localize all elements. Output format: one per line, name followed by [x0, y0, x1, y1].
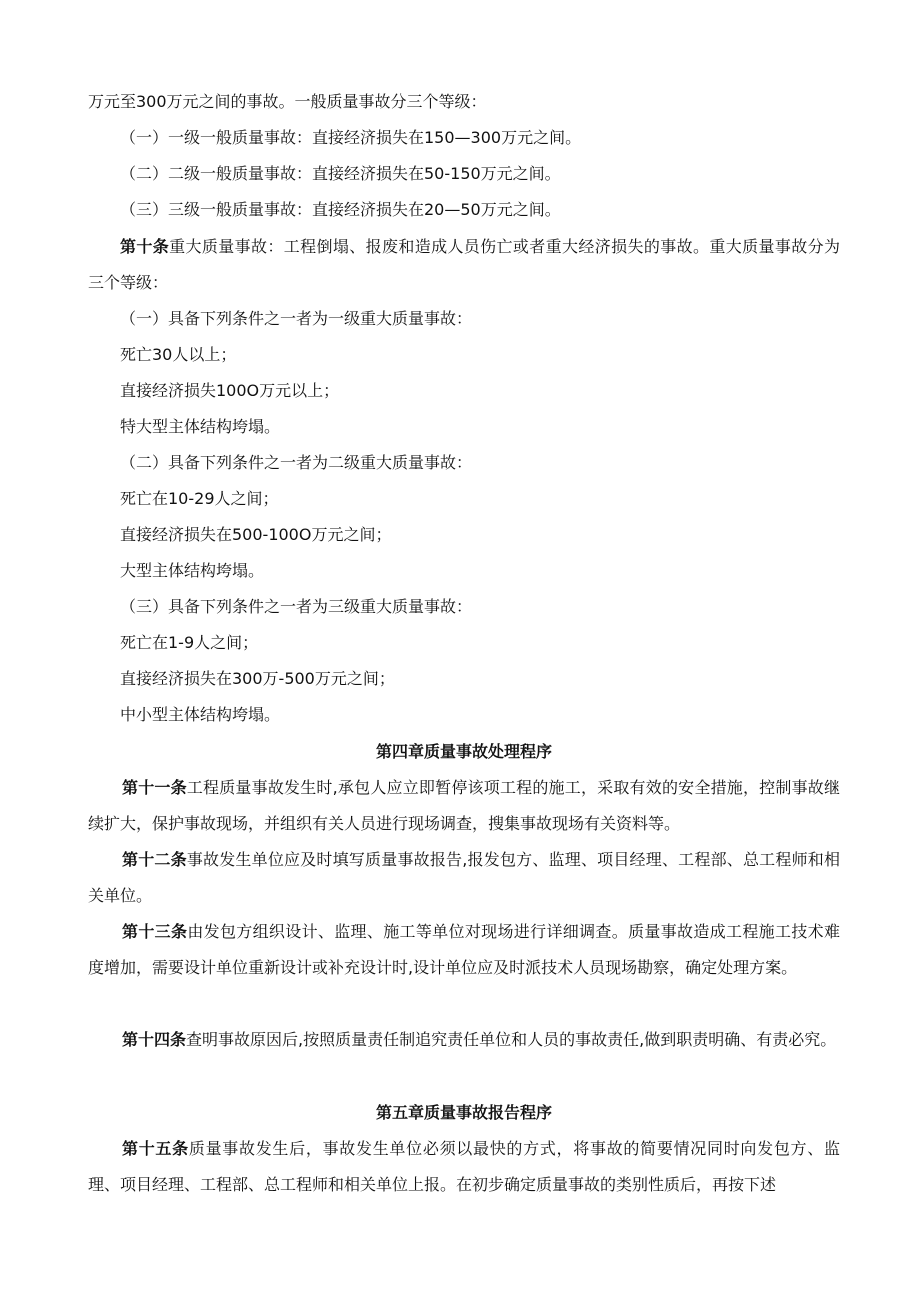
article-text: 重大质量事故：工程倒塌、报废和造成人员伤亡或者重大经济损失的事故。重大质量事故分为三个等级：	[88, 237, 840, 292]
article-10	[88, 229, 840, 301]
article-text: 事故发生单位应及时填写质量事故报告,报发包方、监理、项目经理、工程部、总工程师和相关单位。	[88, 850, 840, 905]
article-label: 第十条	[120, 237, 170, 256]
chapter-5-title: 第五章质量事故报告程序	[375, 1103, 552, 1122]
list-item-general-grade-1: （一）一级一般质量事故：直接经济损失在150—300万元之间。	[120, 128, 582, 147]
article-text: 查明事故原因后,按照质量责任制追究责任单位和人员的事故责任,做到职责明确、有责必究。	[186, 1030, 837, 1049]
condition-item: 特大型主体结构垮塌。	[120, 417, 281, 436]
condition-item: 死亡在10-29人之间；	[120, 489, 279, 508]
list-item-major-grade-2: （二）具备下列条件之一者为二级重大质量事故：	[120, 453, 473, 472]
article-text: 工程质量事故发生时,承包人应立即暂停该项工程的施工，采取有效的安全措施，控制事故继续扩大，保护事故现场，并组织有关人员进行现场调查，搜集事故现场有关资料等。	[88, 778, 840, 833]
article-label: 第十五条	[122, 1139, 189, 1158]
condition-item: 中小型主体结构垮塌。	[120, 705, 281, 724]
paragraph: 万元至300万元之间的事故。一般质量事故分三个等级：	[88, 92, 487, 111]
chapter-4-title: 第四章质量事故处理程序	[375, 742, 552, 761]
article-label: 第十一条	[122, 778, 187, 797]
list-item-general-grade-2: （二）二级一般质量事故：直接经济损失在50-150万元之间。	[120, 164, 561, 183]
article-text: 质量事故发生后，事故发生单位必须以最快的方式，将事故的简要情况同时向发包方、监理、项目经理、工程部、总工程师和相关单位上报。在初步确定质量事故的类别性质后，再按下述	[88, 1139, 840, 1194]
article-label: 第十三条	[122, 922, 188, 941]
list-item-major-grade-1: （一）具备下列条件之一者为一级重大质量事故：	[120, 309, 473, 328]
list-item-major-grade-3: （三）具备下列条件之一者为三级重大质量事故：	[120, 597, 473, 616]
article-label: 第十四条	[122, 1030, 187, 1049]
article-text: 由发包方组织设计、监理、施工等单位对现场进行详细调查。质量事故造成工程施工技术难度增加，需要设计单位重新设计或补充设计时,设计单位应及时派技术人员现场勘察，确定处理方案。	[88, 922, 840, 977]
list-item-general-grade-3: （三）三级一般质量事故：直接经济损失在20—50万元之间。	[120, 200, 561, 219]
condition-item: 直接经济损失在500-100O万元之间；	[120, 525, 392, 544]
article-13	[88, 914, 840, 986]
article-12	[88, 842, 840, 914]
article-label: 第十二条	[122, 850, 187, 869]
article-11	[88, 770, 840, 842]
condition-item: 大型主体结构垮塌。	[120, 561, 265, 580]
article-15	[88, 1131, 840, 1203]
condition-item: 直接经济损失100O万元以上；	[120, 381, 340, 400]
article-14	[88, 1022, 840, 1058]
condition-item: 死亡在1-9人之间；	[120, 633, 259, 652]
condition-item: 死亡30人以上；	[120, 345, 237, 364]
condition-item: 直接经济损失在300万-500万元之间；	[120, 669, 395, 688]
